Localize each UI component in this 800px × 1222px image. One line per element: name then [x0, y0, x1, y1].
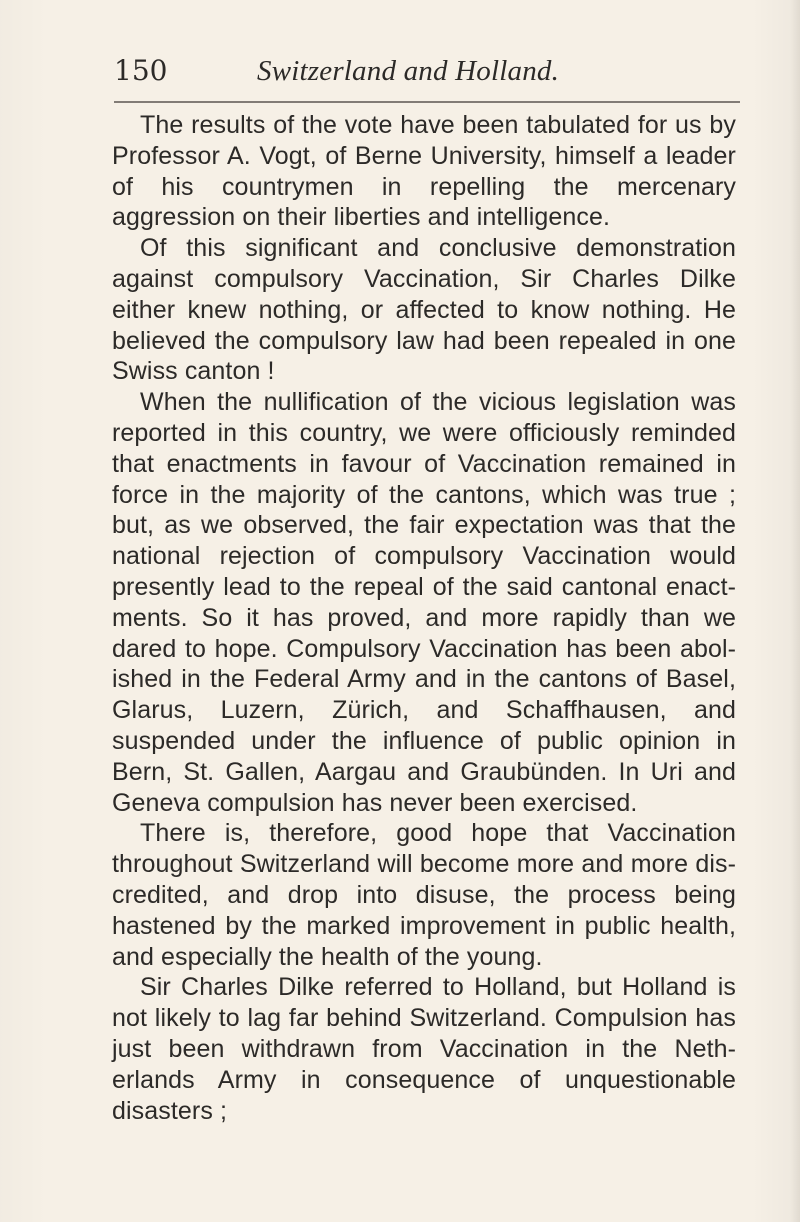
page-header [114, 51, 744, 101]
paragraph-dilke-knowledge: Of this significant and conclusive demonstration against compulsory Vaccination, Sir Charles Dilke either knew nothing, or affected to know nothing. He believed the compulsory law had been repealed in one Swiss canton ! [112, 234, 736, 386]
page-number: 150 [114, 54, 168, 87]
running-title: Switzerland and Holland. [257, 55, 560, 87]
paragraph-vote-results: The results of the vote have been tabulated for us by Professor A. Vogt, of Berne University, himself a leader of his countrymen in repelling the mercenary aggression on their liberties and intelligence. [112, 111, 736, 232]
paragraph-holland: Sir Charles Dilke referred to Holland, but Holland is not likely to lag far behind Switzerland. Compulsion has just been withdrawn from Vaccination in the Netherlands Army in consequence of unquestionable disasters ; [112, 973, 736, 1125]
paragraph-cantonal-repeal: When the nullification of the vicious legislation was reported in this country, we were officiously reminded that enactments in favour of Vaccination remained in force in the majority of the cantons, which was true ; but, as we observed, the fair expectation was that the national rejection of compulsory Vaccination would presently lead to the repeal of the said cantonal enactments. So it has proved, and more rapidly than we dared to hope. Compulsory Vaccination has been abolished in the Federal Army and in the cantons of Basel, Glarus, Luzern, Zürich, and Schaffhausen, and suspended under the influence of public opinion in Bern, St. Gallen, Aargau and Graubünden. In Uri and Geneva compulsion has never been exercised. [112, 388, 736, 817]
paragraph-good-hope: There is, therefore, good hope that Vaccination throughout Switzerland will become more and more discredited, and drop into disuse, the process being hastened by the marked improvement in public health, and especially the health of the young. [112, 819, 736, 971]
header-rule [114, 101, 740, 103]
page-edge-shadow [790, 0, 800, 1222]
page-body [112, 110, 736, 1126]
